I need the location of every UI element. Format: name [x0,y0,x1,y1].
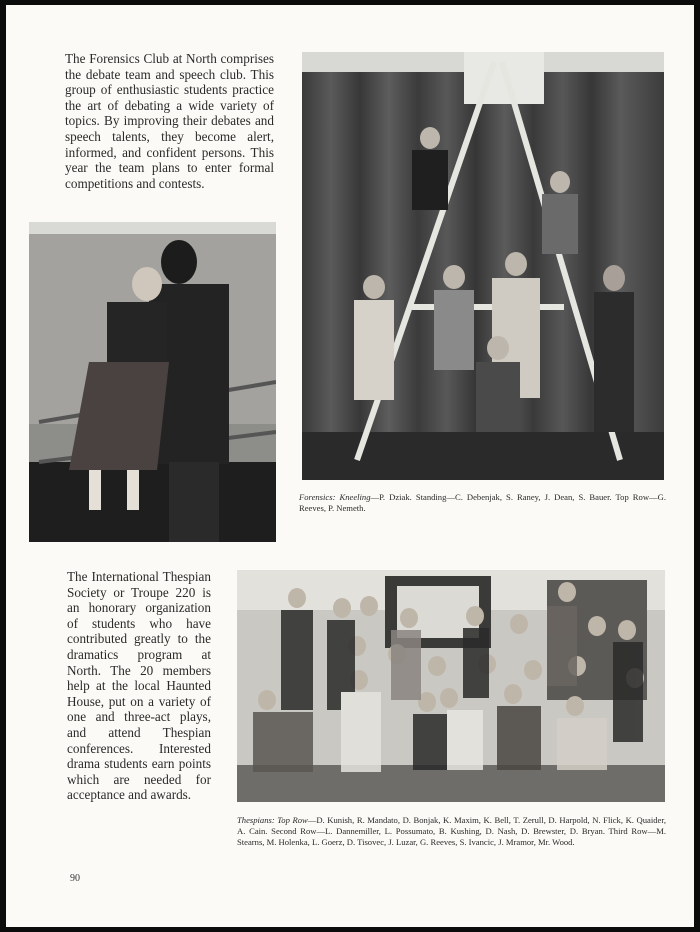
forensics-caption-lead: Forensics: Kneeling [299,492,371,502]
thespians-paragraph: The International Thespian Society or Troupe 220 is an honorary organization of students who have contributed greatly to the dramatics program at North. The 20 members help at the local Haunted House, put on a variety of one and three-act plays, and attend Thespian conferences. Interested drama students earn points which are needed for acceptance and awards. [67,569,211,803]
thespians-photo [237,570,665,802]
forensics-caption [299,492,666,514]
thespians-caption [237,815,666,848]
embrace-photo [29,222,276,542]
yearbook-page [6,5,694,927]
forensics-caption-body: —P. Dziak. Standing—C. Debenjak, S. Raney, J. Dean, S. Bauer. Top Row—G. Reeves, P. Nemeth. [299,492,666,513]
thespians-caption-lead: Thespians: Top Row [237,815,308,825]
page-number: 90 [70,873,80,884]
thespians-caption-body: —D. Kunish, R. Mandato, D. Bonjak, K. Maxim, K. Bell, T. Zerull, D. Harpold, N. Flick, K. Quaider, A. Cain. Second Row—L. Dannemiller, L. Possumato, B. Kushing, D. Nash, D. Brewster, D. Bryan. Third Row—M. Stearns, M. Holenka, L. Goerz, D. Tisovec, J. Luzar, G. Reeves, S. Ivancic, J. Mramor, Mr. Wood. [237,815,666,847]
forensics-paragraph: The Forensics Club at North comprises the debate team and speech club. This group of enthusiastic students practice the art of debating a wide variety of topics. By improving their debates and speech talents, they become alert, informed, and confident persons. This year the team plans to enter formal competitions and contests. [65,51,274,191]
forensics-photo [302,52,664,480]
